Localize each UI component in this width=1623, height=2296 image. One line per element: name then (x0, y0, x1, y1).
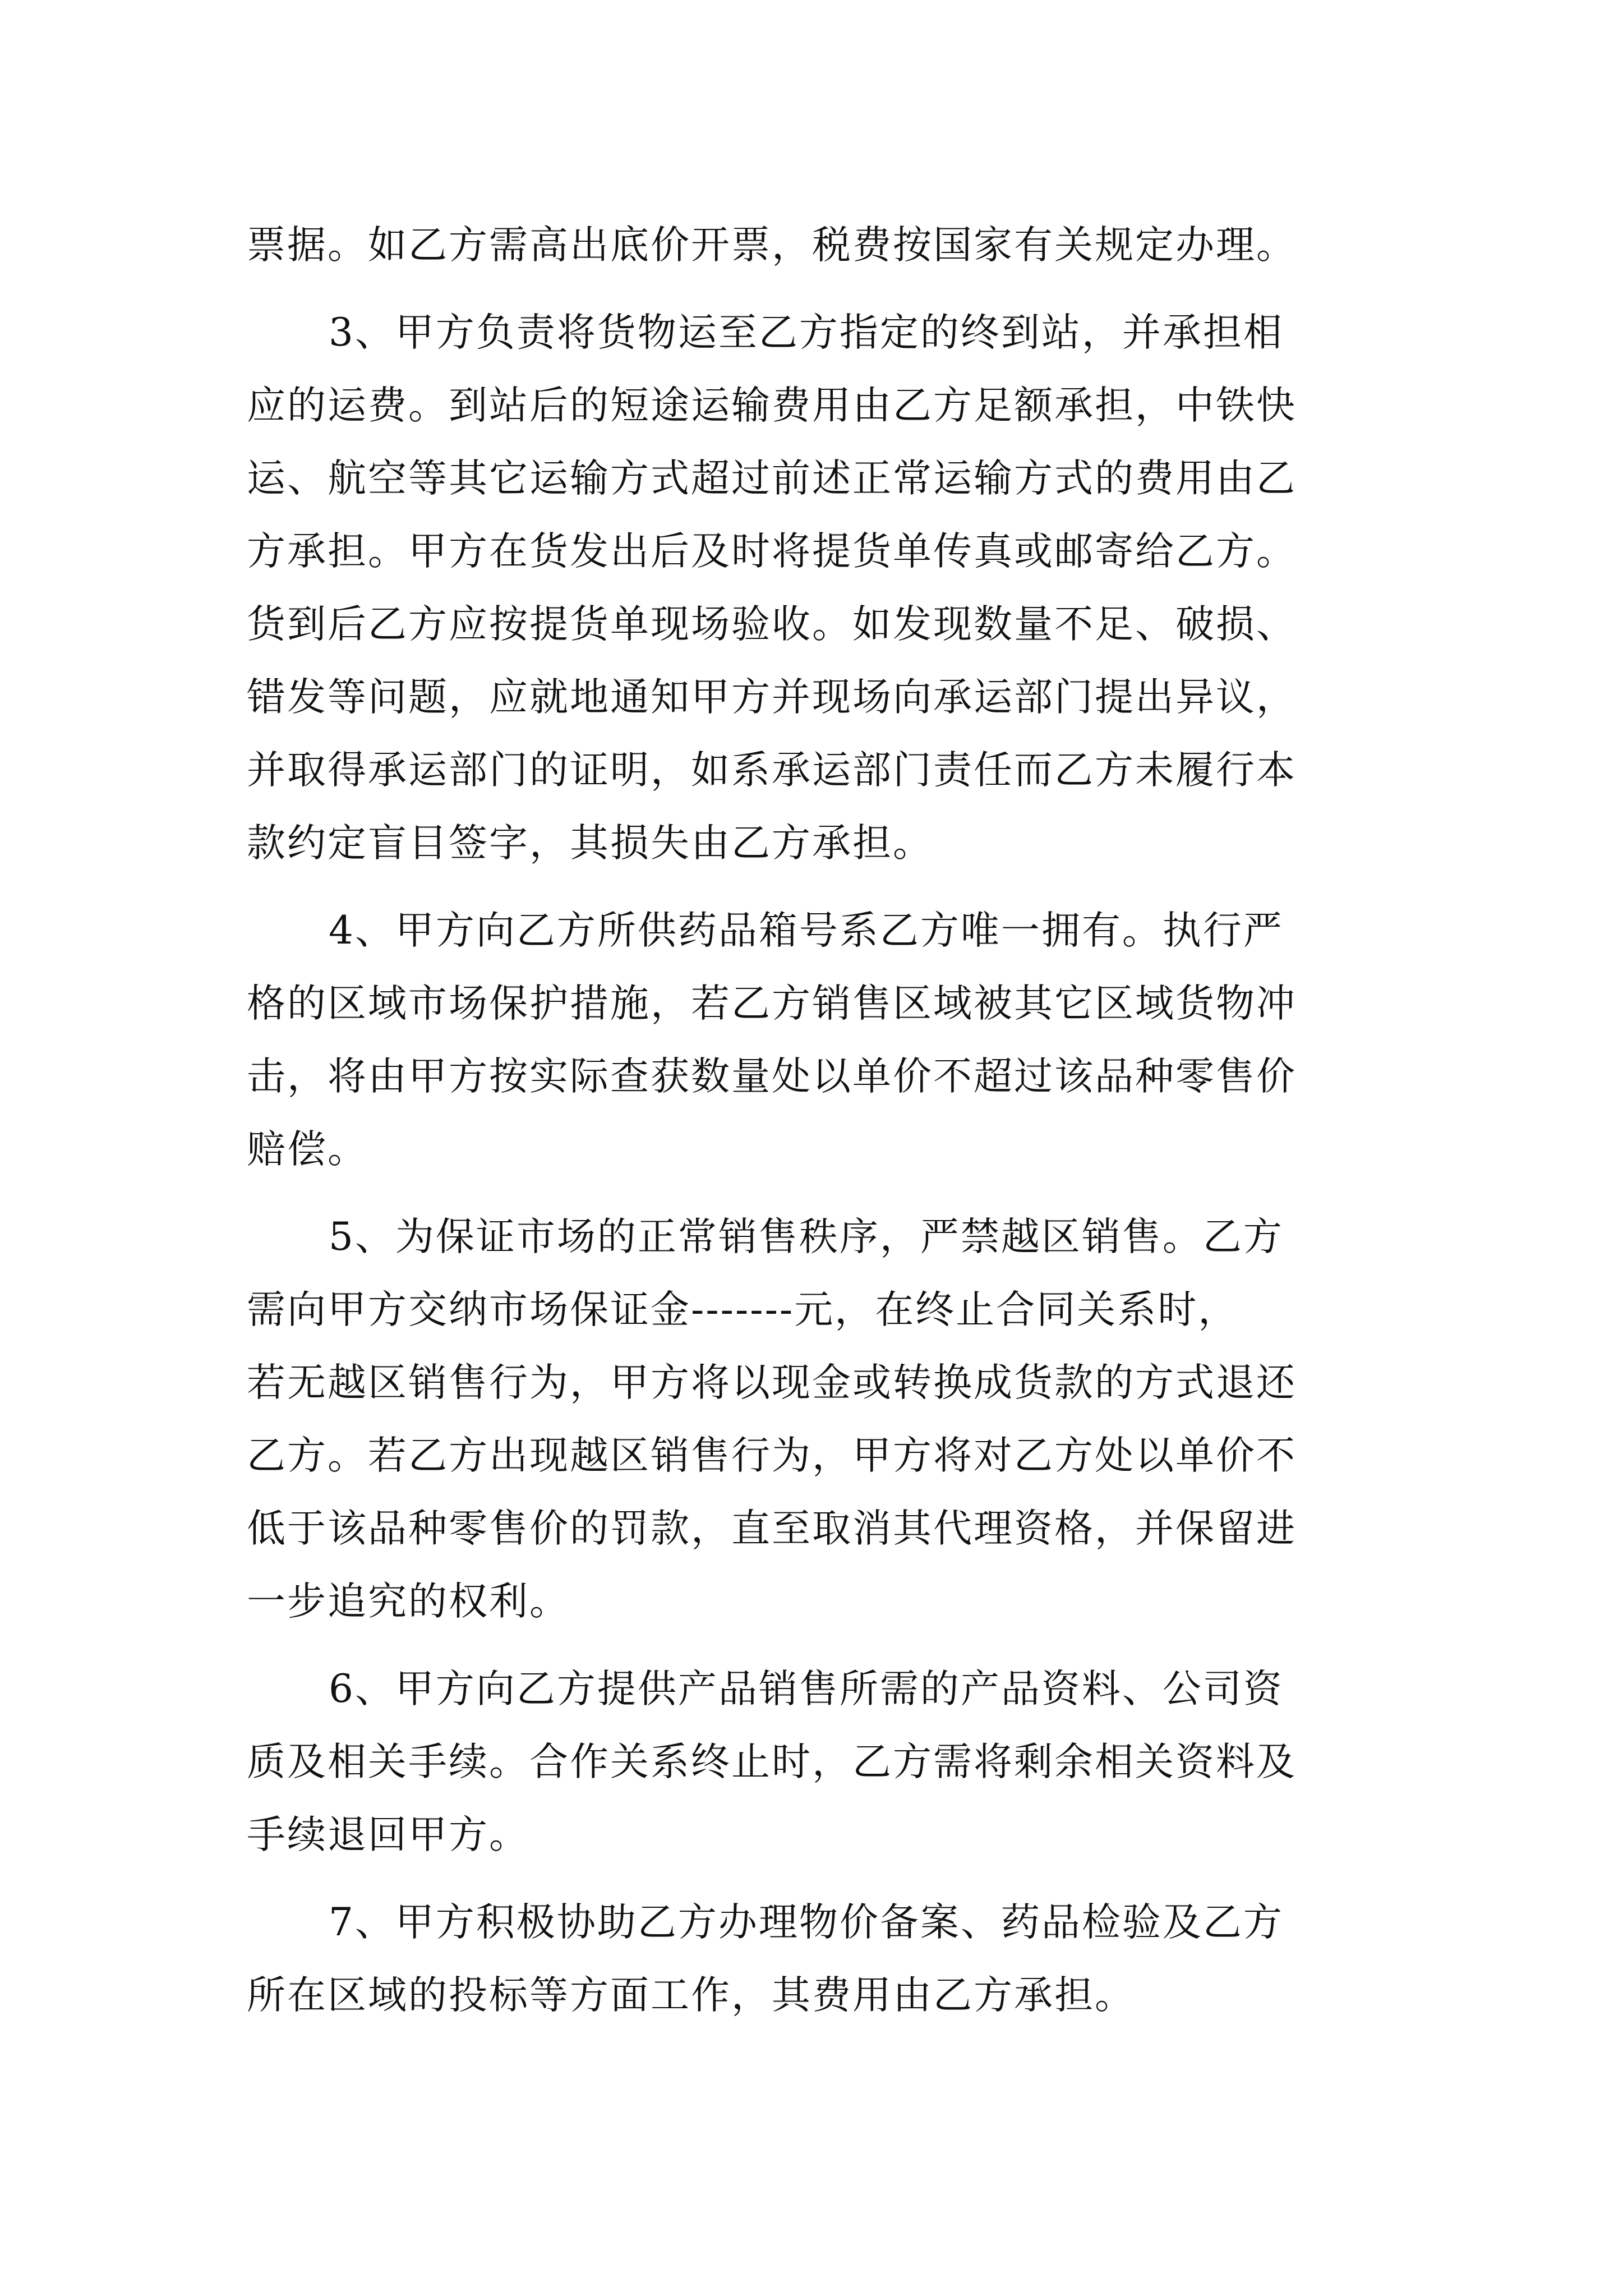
text-line: 货到后乙方应按提货单现场验收。如发现数量不足、破损、 (247, 602, 1297, 647)
text-line: 所在区域的投标等方面工作，其费用由乙方承担。 (247, 1973, 1135, 2018)
paragraph-start-line: 4、甲方向乙方所供药品箱号系乙方唯一拥有。执行严 (329, 908, 1284, 953)
paragraph-gap (247, 1186, 1396, 1200)
paragraph-gap (247, 1638, 1396, 1653)
paragraph-start-line: 5、为保证市场的正常销售秩序，严禁越区销售。乙方 (329, 1214, 1284, 1259)
text-line: 款约定盲目签字，其损失由乙方承担。 (247, 821, 933, 866)
text-line: 应的运费。到站后的短途运输费用由乙方足额承担，中铁快 (247, 383, 1297, 428)
paragraph-gap (247, 1871, 1396, 1886)
text-line: 并取得承运部门的证明，如系承运部门责任而乙方未履行本 (247, 748, 1297, 793)
text-line: 一步追究的权利。 (247, 1579, 570, 1624)
text-line: 若无越区销售行为，甲方将以现金或转换成货款的方式退还 (247, 1360, 1297, 1405)
paragraph-start-line: 3、甲方负责将货物运至乙方指定的终到站，并承担相 (329, 310, 1284, 355)
paragraph-gap (247, 880, 1396, 894)
paragraph-gap (247, 282, 1396, 296)
text-line: 赔偿。 (247, 1127, 368, 1172)
text-line: 方承担。甲方在货发出后及时将提货单传真或邮寄给乙方。 (247, 529, 1297, 574)
text-line: 运、航空等其它运输方式超过前述正常运输方式的费用由乙 (247, 456, 1297, 501)
text-line: 手续退回甲方。 (247, 1812, 529, 1857)
paragraph-start-line: 7、甲方积极协助乙方办理物价备案、药品检验及乙方 (329, 1900, 1284, 1945)
text-line: 需向甲方交纳市场保证金-------元，在终止合同关系时， (247, 1287, 1239, 1332)
text-line: 票据。如乙方需高出底价开票，税费按国家有关规定办理。 (247, 223, 1297, 268)
text-line: 低于该品种零售价的罚款，直至取消其代理资格，并保留进 (247, 1506, 1297, 1551)
text-line: 格的区域市场保护措施，若乙方销售区域被其它区域货物冲 (247, 981, 1297, 1026)
text-line: 乙方。若乙方出现越区销售行为，甲方将对乙方处以单价不 (247, 1433, 1297, 1478)
text-line: 质及相关手续。合作关系终止时，乙方需将剩余相关资料及 (247, 1740, 1297, 1784)
paragraph-start-line: 6、甲方向乙方提供产品销售所需的产品资料、公司资 (329, 1667, 1284, 1711)
text-line: 错发等问题，应就地通知甲方并现场向承运部门提出异议， (247, 675, 1297, 720)
document-body (247, 209, 1396, 2032)
text-line: 击，将由甲方按实际查获数量处以单价不超过该品种零售价 (247, 1054, 1297, 1099)
